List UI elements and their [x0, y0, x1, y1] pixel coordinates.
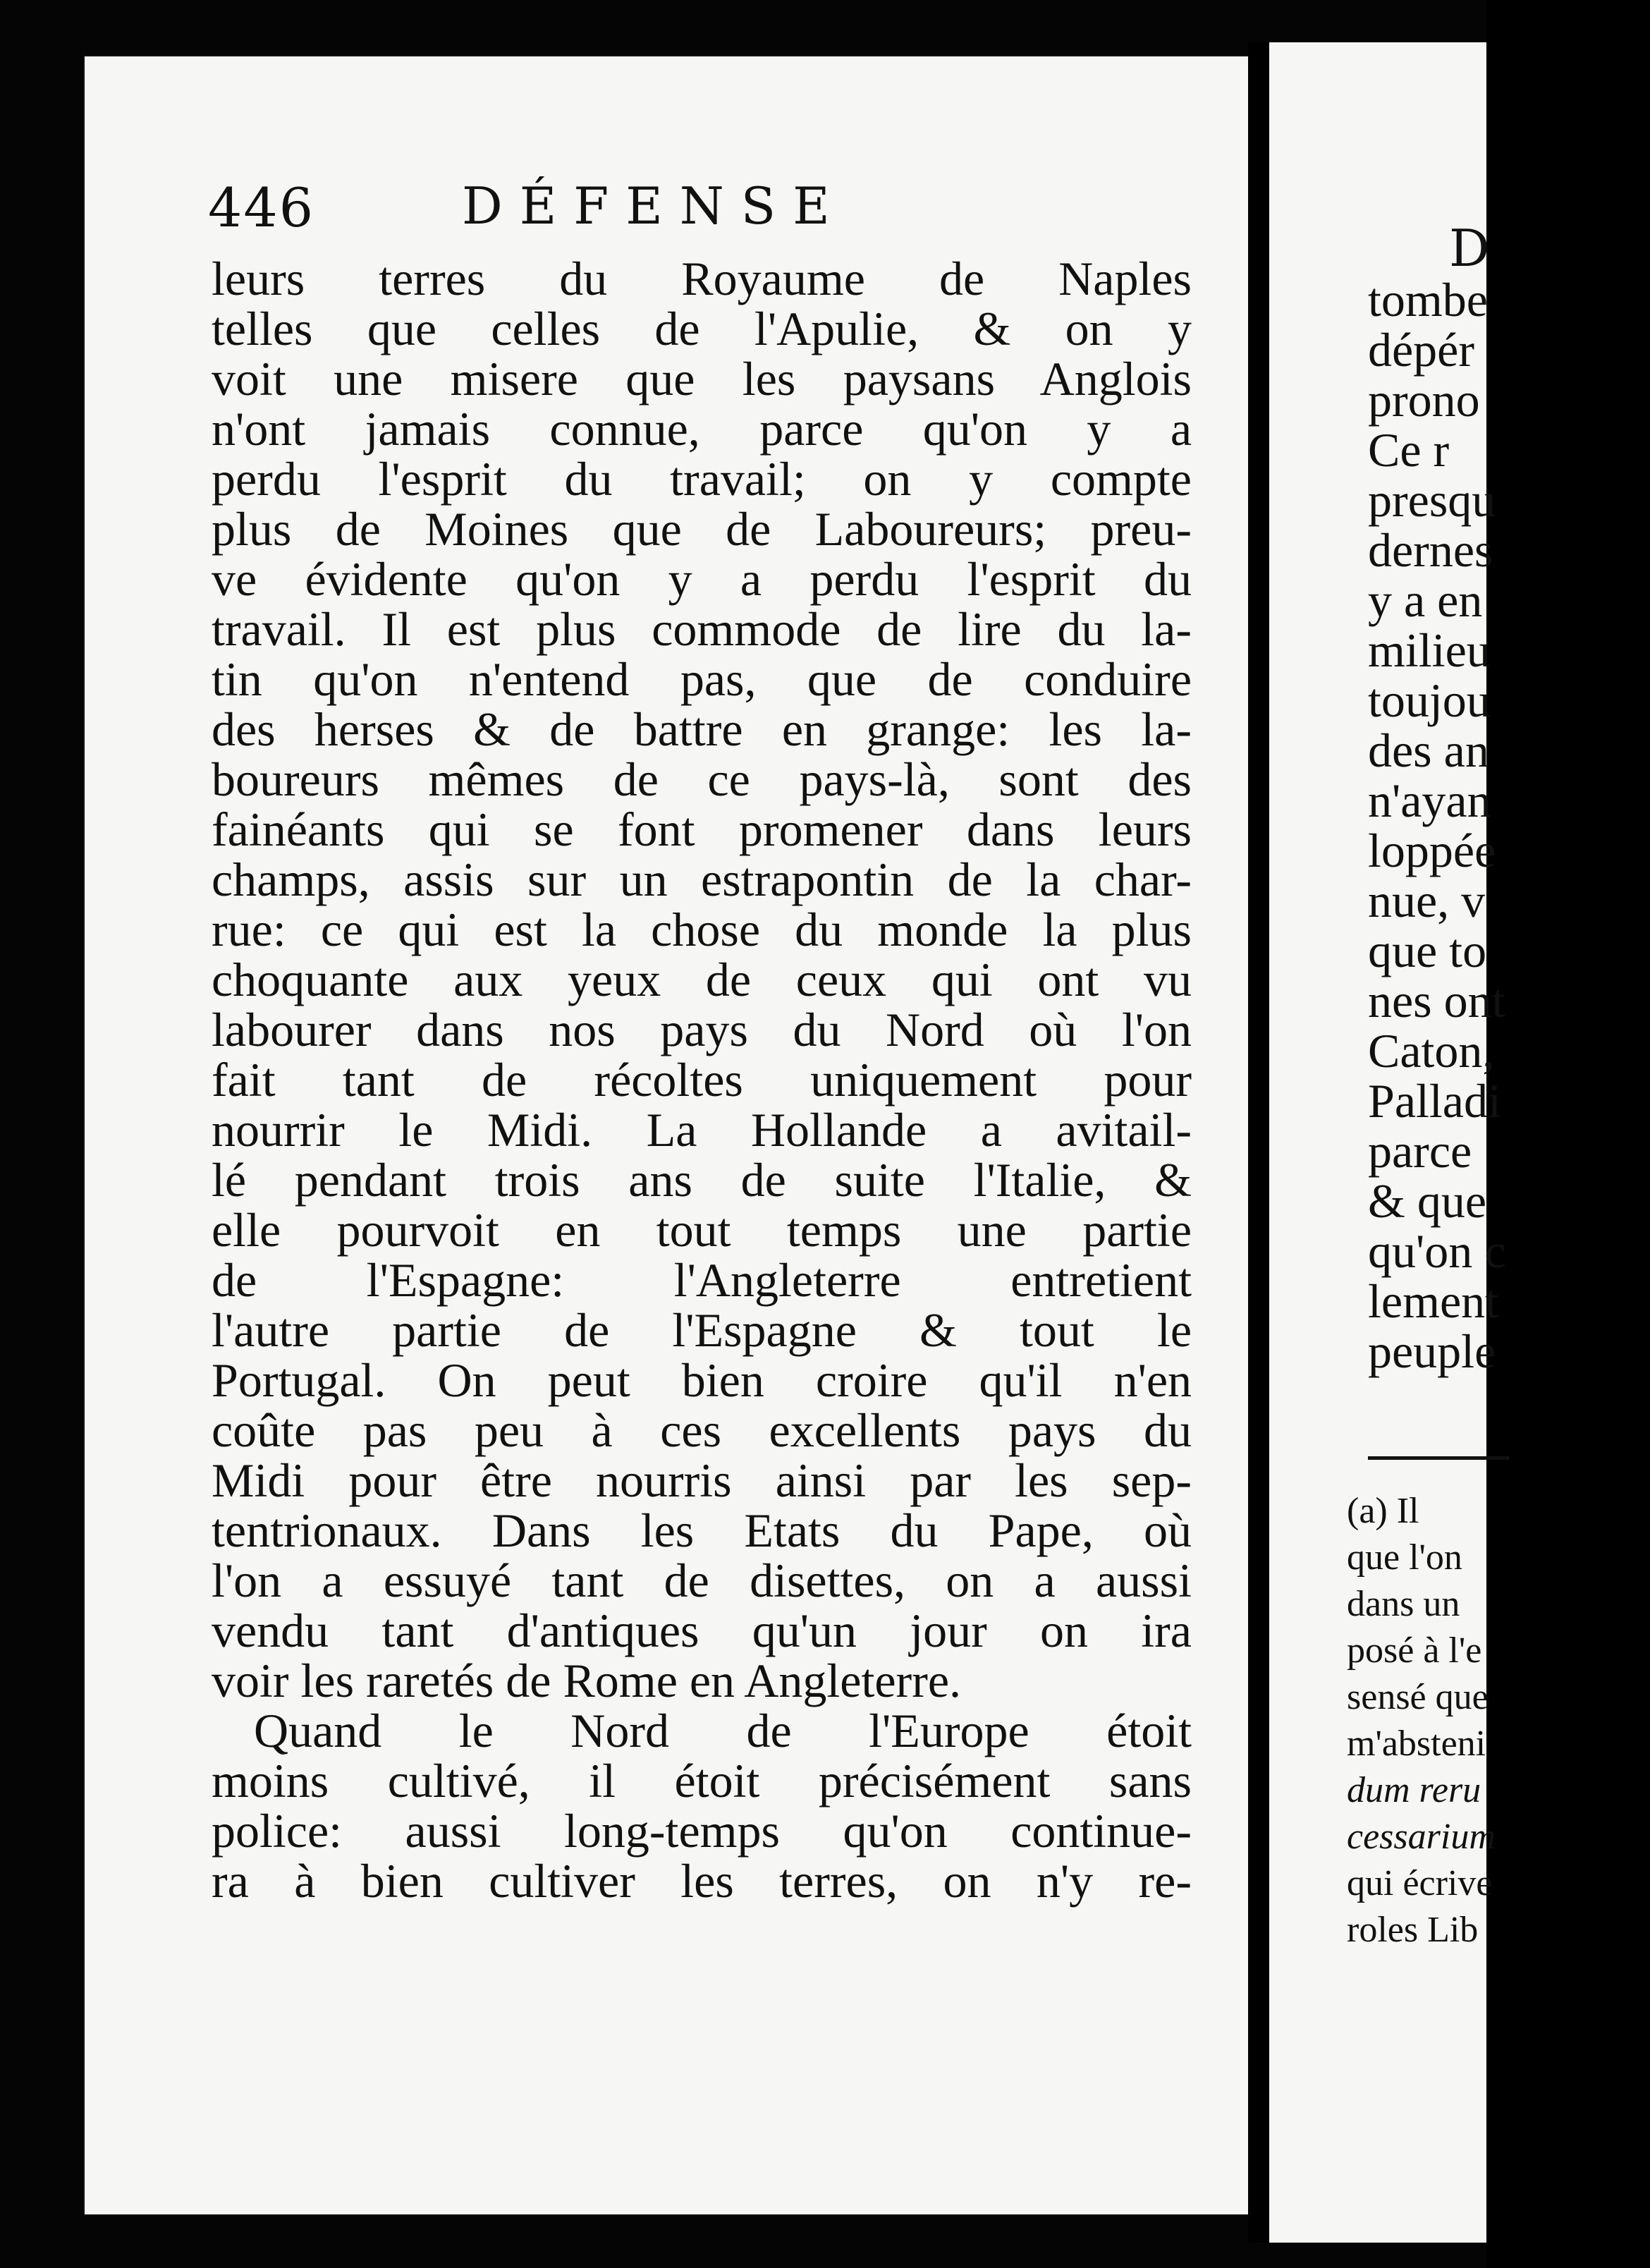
text-line: nourrir le Midi. La Hollande a avitail-	[212, 1103, 1192, 1157]
text-line: Ce r	[1368, 423, 1450, 477]
text-line: lement	[1368, 1274, 1499, 1328]
text-line: voit une misere que les paysans Anglois	[212, 352, 1192, 406]
page-header	[208, 155, 1019, 247]
text-line: y a en	[1368, 573, 1483, 627]
text-line: n'ayan	[1368, 774, 1491, 827]
footnote-line: dum reru	[1347, 1770, 1481, 1810]
text-line: telles que celles de l'Apulie, & on y	[212, 302, 1192, 355]
text-line: l'autre partie de l'Espagne & tout le	[212, 1303, 1192, 1357]
footnote-line: roles Lib	[1347, 1910, 1479, 1950]
text-line: dépér	[1368, 323, 1475, 377]
text-line: fait tant de récoltes uniquement pour	[212, 1053, 1192, 1106]
text-line: nes ont	[1368, 974, 1505, 1028]
text-line: vendu tant d'antiques qu'un jour on ira	[212, 1604, 1192, 1657]
text-line: voir les raretés de Rome en Angleterre.	[212, 1654, 962, 1707]
text-line: nue, v	[1368, 874, 1486, 927]
text-line: Midi pour être nourris ainsi par les sep-	[212, 1453, 1192, 1507]
text-line: parce	[1368, 1124, 1472, 1178]
text-line: Portugal. On peut bien croire qu'il n'en	[212, 1353, 1192, 1407]
text-line: loppée	[1368, 824, 1496, 877]
text-line: peuple	[1368, 1324, 1496, 1378]
text-line: n'ont jamais connue, parce qu'on y a	[212, 402, 1192, 456]
text-line: moins cultivé, il étoit précisément sans	[212, 1754, 1192, 1807]
text-line: tentrionaux. Dans les Etats du Pape, où	[212, 1504, 1192, 1557]
text-line: choquante aux yeux de ceux qui ont vu	[212, 953, 1192, 1006]
text-line: boureurs mêmes de ce pays-là, sont des	[212, 752, 1192, 806]
text-line: labourer dans nos pays du Nord où l'on	[212, 1003, 1192, 1056]
running-title: DÉFENSE	[462, 176, 847, 236]
text-line: presqu	[1368, 473, 1496, 527]
text-line: de l'Espagne: l'Angleterre entretient	[212, 1253, 1192, 1307]
text-line: elle pourvoit en tout temps une partie	[212, 1203, 1192, 1257]
right-running-title: D	[1449, 219, 1490, 278]
footnote-line: dans un	[1347, 1584, 1460, 1624]
body-text	[212, 254, 1192, 1906]
text-line: leurs terres du Royaume de Naples	[212, 252, 1192, 305]
text-line: & que	[1368, 1174, 1487, 1228]
footnote-line: m'absteni	[1347, 1724, 1486, 1764]
text-line: des an	[1368, 724, 1489, 777]
page-number: 446	[208, 176, 315, 239]
text-line: tombe	[1368, 273, 1488, 327]
footnote-line: sensé que	[1347, 1677, 1489, 1717]
footnote-line: que l'on	[1347, 1537, 1462, 1578]
text-line: rue: ce qui est la chose du monde la plus	[212, 903, 1192, 956]
text-line: milieu	[1368, 623, 1491, 677]
text-line: perdu l'esprit du travail; on y compte	[212, 452, 1192, 506]
text-line: Palladi	[1368, 1074, 1501, 1128]
footnote-line: posé à l'e	[1347, 1630, 1482, 1671]
text-line: dernes	[1368, 523, 1493, 577]
text-line: des herses & de battre en grange: les la-	[212, 702, 1192, 756]
text-line: toujou	[1368, 673, 1491, 727]
text-line: police: aussi long-temps qu'on continue-	[212, 1804, 1192, 1858]
text-line: ve évidente qu'on y a perdu l'esprit du	[212, 552, 1192, 606]
right-page-text	[1368, 275, 1650, 1377]
footnote-line: qui écrive	[1347, 1863, 1493, 1903]
text-line: champs, assis sur un estrapontin de la char-	[212, 853, 1192, 906]
text-line: tin qu'on n'entend pas, que de conduire	[212, 652, 1192, 706]
text-line: Caton,	[1368, 1024, 1495, 1078]
text-line: Quand le Nord de l'Europe étoit	[254, 1704, 1192, 1757]
text-line: fainéants qui se font promener dans leurs	[212, 803, 1192, 856]
text-line: prono	[1368, 373, 1480, 427]
footnote-line: (a) Il	[1347, 1491, 1419, 1531]
text-line: que to	[1368, 924, 1487, 977]
footnote-line: cessarium	[1347, 1817, 1496, 1857]
footnote-rule	[1368, 1456, 1509, 1460]
text-line: coûte pas peu à ces excellents pays du	[212, 1403, 1192, 1457]
text-line: ra à bien cultiver les terres, on n'y re-	[212, 1854, 1192, 1908]
right-page-footnotes	[1347, 1488, 1496, 1953]
text-line: lé pendant trois ans de suite l'Italie, &	[212, 1153, 1192, 1207]
text-line: travail. Il est plus commode de lire du la-	[212, 602, 1192, 656]
text-line: l'on a essuyé tant de disettes, on a aussi	[212, 1554, 1192, 1607]
text-line: plus de Moines que de Laboureurs; preu-	[212, 502, 1192, 556]
text-line: qu'on c	[1368, 1224, 1506, 1278]
right-page	[1269, 42, 1506, 2243]
